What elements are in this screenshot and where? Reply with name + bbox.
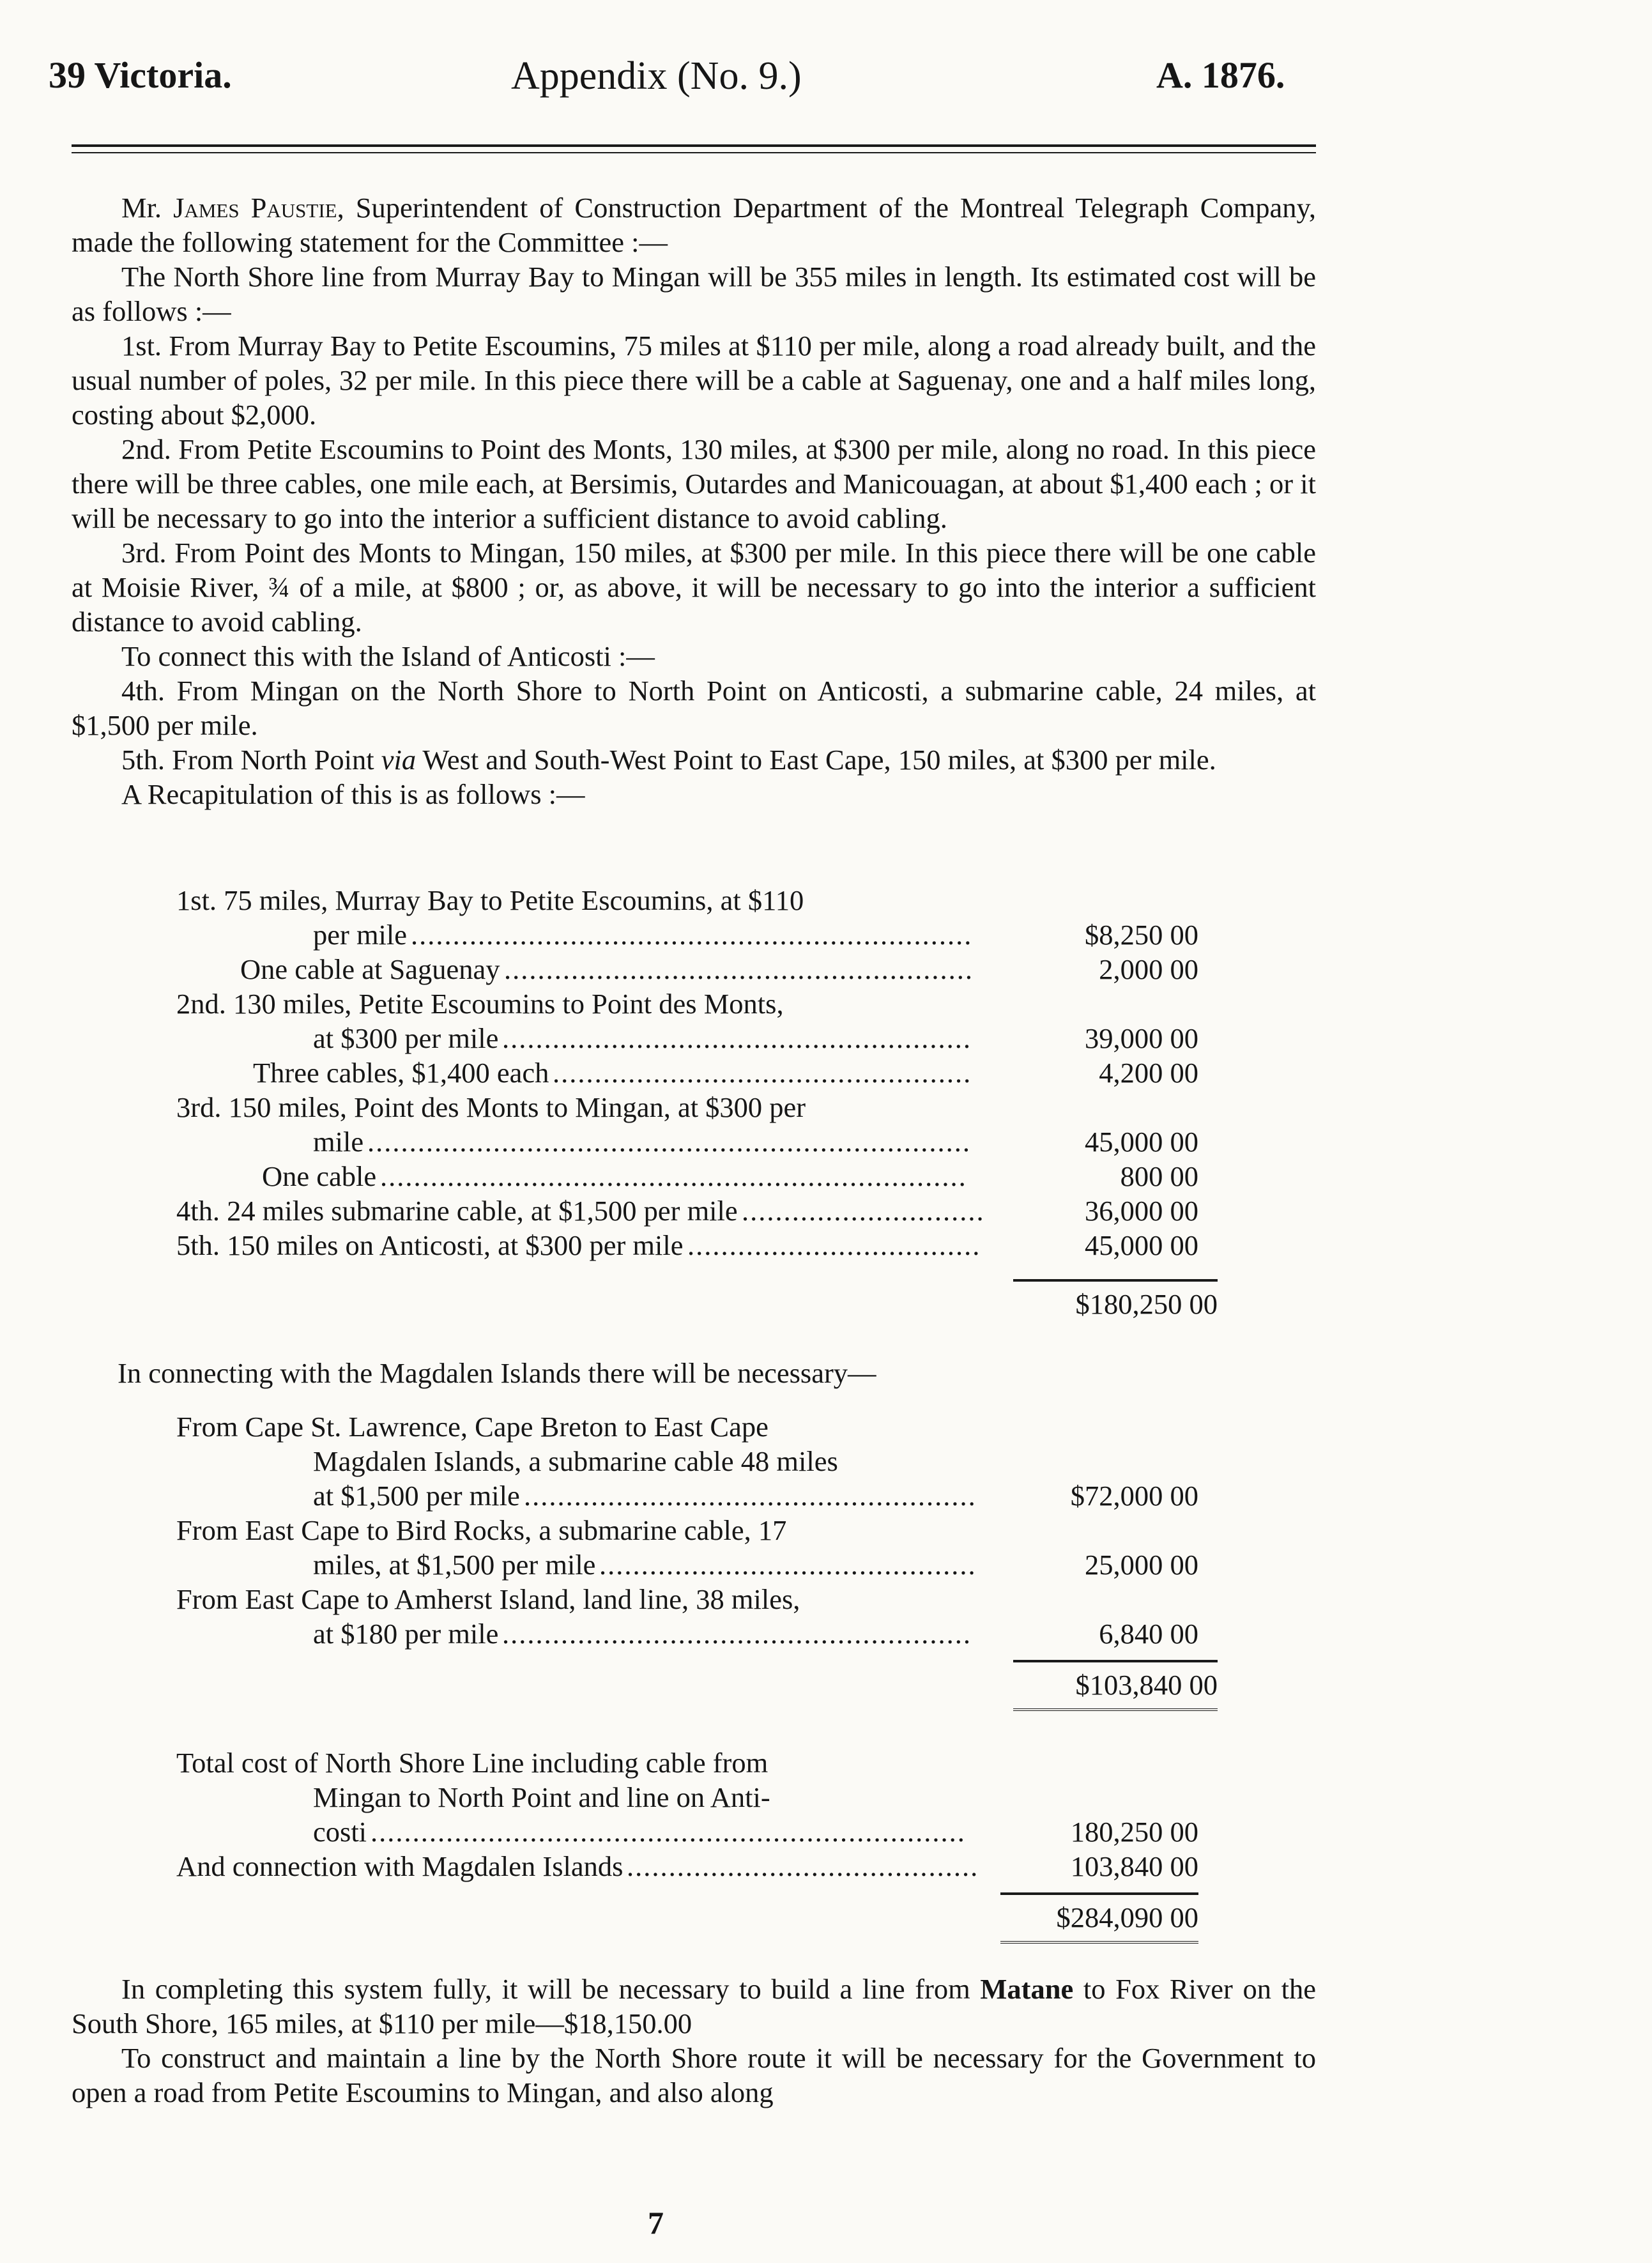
recap-row <box>176 883 1198 917</box>
magdalen-row <box>176 1547 1198 1582</box>
magdalen-row-text: From Cape St. Lawrence, Cape Breton to East Cape <box>176 1411 769 1443</box>
magdalen-double-rule <box>1013 1708 1218 1716</box>
header-rule-bottom <box>72 152 1316 153</box>
p8-via: via <box>381 744 417 776</box>
recap-row-amount: 45,000 00 <box>1085 1126 1198 1158</box>
grand-row-amount: 180,250 00 <box>1070 1816 1198 1848</box>
recap-row <box>176 1090 1198 1124</box>
title-mr: Mr. <box>121 192 174 224</box>
magdalen-row <box>176 1616 1198 1651</box>
closing-paragraph-2: To construct and maintain a line by the North Shore route it will be necessary for the Government to open a road from Petite Escoumins to Mingan, and also along <box>72 2042 1316 2108</box>
magdalen-row-text: From East Cape to Amherst Island, land line, 38 miles, <box>176 1583 800 1615</box>
leader-dots: ............................. <box>742 1195 985 1227</box>
grand-total: $284,090 00 <box>1056 1901 1198 1933</box>
magdalen-row-text: From East Cape to Bird Rocks, a submarine cable, 17 <box>176 1514 787 1546</box>
running-head-left: 39 Victoria. <box>49 54 232 96</box>
intro-paragraph-1-text: , Superintendent of Construction Department of the Montreal Telegraph Company, made the following statement for the Committee :— <box>72 192 1316 258</box>
grand-row <box>176 1814 1198 1849</box>
magdalen-total: $103,840 00 <box>1075 1669 1218 1701</box>
recap-row-amount: 2,000 00 <box>1099 953 1198 985</box>
recap-row-text: 4th. 24 miles submarine cable, at $1,500 per mile <box>176 1195 738 1227</box>
recap-row-text: 3rd. 150 miles, Point des Monts to Mingan, at $300 per <box>176 1091 806 1123</box>
leader-dots: ........................................................ <box>502 1618 972 1650</box>
page-number: 7 <box>648 2205 664 2241</box>
recap-total-row <box>176 1282 1218 1320</box>
magdalen-row <box>176 1582 1198 1616</box>
recap-row <box>176 1124 1198 1159</box>
recap-row-amount: 39,000 00 <box>1085 1022 1198 1054</box>
magdalen-row-text: miles, at $1,500 per mile <box>313 1549 596 1581</box>
magdalen-intro-text: In connecting with the Magdalen Islands there will be necessary— <box>118 1357 876 1389</box>
grand-row <box>176 1849 1198 1883</box>
grand-row-text: And connection with Magdalen Islands <box>176 1850 623 1882</box>
recap-row-text: One cable <box>262 1160 377 1192</box>
closing-p1-a: In completing this system fully, it will be necessary to build a line from <box>121 1973 981 2005</box>
recap-row-amount: 800 00 <box>1120 1160 1198 1192</box>
grand-row-amount: 103,840 00 <box>1070 1850 1198 1882</box>
leader-dots: ............................................. <box>599 1549 977 1581</box>
leader-dots: .................................................. <box>553 1057 972 1089</box>
recap-row <box>176 917 1198 952</box>
intro-paragraph-6: To connect this with the Island of Anticosti :— <box>121 640 655 672</box>
magdalen-row-text: at $1,500 per mile <box>313 1480 520 1512</box>
leader-dots: ........................................................................ <box>367 1126 971 1158</box>
running-head-center: Appendix (No. 9.) <box>511 54 802 98</box>
closing-p1-bold: Matane <box>980 1973 1074 2005</box>
magdalen-row-text: at $180 per mile <box>313 1618 499 1650</box>
recap-row <box>176 1159 1198 1193</box>
intro-paragraph-8 <box>72 742 1316 777</box>
magdalen-row-amount: 25,000 00 <box>1085 1549 1198 1581</box>
intro-paragraph-3: 1st. From Murray Bay to Petite Escoumins, 75 miles at $110 per mile, along a road already built, and the usual number of poles, 32 per mile. In this piece there will be a cable at Saguenay, one and a half miles long, costing about $2,000. <box>72 330 1316 431</box>
recap-row-text: mile <box>313 1126 364 1158</box>
recap-row <box>176 1228 1198 1262</box>
recap-row-text: One cable at Saguenay <box>240 953 500 985</box>
leader-dots: .......................................... <box>627 1850 979 1882</box>
closing-p1-b: to Fox River on the South Shore, 165 miles, at $110 per mile—$18,150.00 <box>72 1973 1317 2039</box>
p8-part-a: 5th. From North Point <box>121 744 381 776</box>
magdalen-row <box>176 1444 1198 1478</box>
recap-row-amount: 36,000 00 <box>1085 1195 1198 1227</box>
recap-row-amount: 45,000 00 <box>1085 1229 1198 1261</box>
grand-row-text: costi <box>313 1816 367 1848</box>
magdalen-table <box>176 1409 1218 1716</box>
recap-row <box>176 986 1198 1021</box>
p8-part-b: West and South-West Point to East Cape, 150 miles, at $300 per mile. <box>416 744 1216 776</box>
magdalen-total-row <box>176 1662 1218 1701</box>
leader-dots: ....................................................................... <box>371 1816 966 1848</box>
recap-row <box>176 1193 1198 1228</box>
magdalen-row-amount: 6,840 00 <box>1099 1618 1198 1650</box>
recap-row-text: 2nd. 130 miles, Petite Escoumins to Point des Monts, <box>176 988 784 1020</box>
leader-dots: ........................................................ <box>502 1022 972 1054</box>
intro-paragraph-2: The North Shore line from Murray Bay to Mingan will be 355 miles in length. Its estimated cost will be as follows :— <box>72 261 1316 327</box>
intro-paragraph-4: 2nd. From Petite Escoumins to Point des Monts, 130 miles, at $300 per mile, along no road. In this piece there will be three cables, one mile each, at Bersimis, Outardes and Manicouagan, at about $1,400 each ; or it will be necessary to go into the interior a sufficient distance to avoid cabling. <box>72 433 1316 534</box>
magdalen-intro <box>118 1356 1267 1390</box>
grand-double-rule <box>1000 1941 1198 1949</box>
recap-table <box>176 883 1218 1320</box>
magdalen-row <box>176 1478 1198 1513</box>
magdalen-row-amount: $72,000 00 <box>1070 1480 1198 1512</box>
closing-paragraph-1 <box>72 1972 1316 2041</box>
intro-paragraph-9: A Recapitulation of this is as follows :— <box>121 778 585 810</box>
leader-dots: ................................................................... <box>411 919 973 951</box>
recap-row-text: 1st. 75 miles, Murray Bay to Petite Escoumins, at $110 <box>176 884 804 916</box>
recap-row-text: per mile <box>313 919 408 951</box>
recap-row <box>176 1055 1198 1090</box>
speaker-name: James Paustie <box>173 192 337 224</box>
running-head-right: A. 1876. <box>1156 54 1285 96</box>
leader-dots: ...................................................................... <box>380 1160 967 1192</box>
grand-row <box>176 1780 1198 1814</box>
recap-total: $180,250 00 <box>1075 1288 1218 1320</box>
closing-text <box>72 1972 1316 2110</box>
recap-row-text: 5th. 150 miles on Anticosti, at $300 per mile <box>176 1229 684 1261</box>
magdalen-row <box>176 1513 1198 1547</box>
intro-text <box>72 190 1316 811</box>
intro-paragraph-7: 4th. From Mingan on the North Shore to North Point on Anticosti, a submarine cable, 24 miles, at $1,500 per mile. <box>72 675 1316 741</box>
intro-paragraph-1 <box>72 190 1316 259</box>
grand-row <box>176 1745 1198 1780</box>
magdalen-row <box>176 1409 1198 1444</box>
grand-row-text: Total cost of North Shore Line including cable from <box>176 1747 769 1779</box>
recap-row-amount: 4,200 00 <box>1099 1057 1198 1089</box>
intro-paragraph-5: 3rd. From Point des Monts to Mingan, 150 miles, at $300 per mile. In this piece there will be one cable at Moisie River, ¾ of a mile, at $800 ; or, as above, it will be necessary to go into the interior a sufficient distance to avoid cabling. <box>72 537 1316 638</box>
magdalen-row-text: Magdalen Islands, a submarine cable 48 miles <box>313 1445 838 1477</box>
header-rule-top <box>72 144 1316 147</box>
recap-row <box>176 1021 1198 1055</box>
recap-row-amount: $8,250 00 <box>1085 919 1198 951</box>
recap-row-text: at $300 per mile <box>313 1022 499 1054</box>
leader-dots: ...................................................... <box>524 1480 977 1512</box>
leader-dots: ................................... <box>687 1229 981 1261</box>
grand-row-text: Mingan to North Point and line on Anti- <box>313 1781 770 1813</box>
leader-dots: ........................................................ <box>504 953 974 985</box>
recap-row-text: Three cables, $1,400 each <box>253 1057 549 1089</box>
grand-total-table <box>176 1745 1198 1949</box>
grand-total-row <box>176 1895 1198 1933</box>
recap-row <box>176 952 1198 986</box>
